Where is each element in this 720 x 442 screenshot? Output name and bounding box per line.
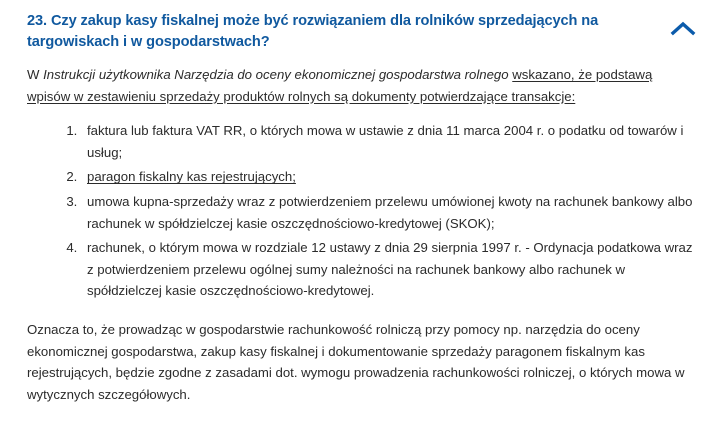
- faq-answer-body: [0, 64, 720, 405]
- list-item-text: umowa kupna-sprzedaży wraz z potwierdzeniem przelewu umówionej kwoty na rachunek bankowy albo rachunek w spółdzielczej kasie oszczędnościowo-kredytowej (SKOK);: [87, 193, 693, 231]
- intro-lead: W: [27, 67, 44, 82]
- chevron-up-icon: [670, 18, 696, 38]
- list-item: [81, 237, 701, 302]
- list-item-text: paragon fiskalny kas rejestrujących;: [87, 169, 296, 185]
- page-title: 23. Czy zakup kasy fiskalnej może być rozwiązaniem dla rolników sprzedających na targowiskach i w gospodarstwach?: [27, 13, 599, 50]
- documents-ordered-list: [27, 120, 701, 302]
- list-item: [81, 166, 701, 188]
- list-item-text: faktura lub faktura VAT RR, o których mowa w ustawie z dnia 11 marca 2004 r. o podatku od towarów i usług;: [87, 123, 684, 160]
- list-item: [81, 191, 701, 234]
- faq-header[interactable]: [0, 0, 720, 52]
- intro-paragraph: [27, 64, 697, 107]
- list-item-text: rachunek, o którym mowa w rozdziale 12 ustawy z dnia 29 sierpnia 1997 r. - Ordynacja podatkowa wraz z potwierdzeniem przelewu ogólnej sumy należności na rachunek bankowy albo rachunek w spółdzielczej kasie oszczędnościowo-kredytowej.: [87, 240, 693, 299]
- list-item: [81, 120, 701, 163]
- closing-paragraph: Oznacza to, że prowadząc w gospodarstwie rachunkowość rolniczą przy pomocy np. narzędzia do oceny ekonomicznej gospodarstwa, zakup kasy fiskalnej i dokumentowanie sprzedaży paragonem fiskalnym kas rejestrujących, będzie zgodne z zasadami dot. wymogu prowadzenia rachunkowości rolniczej, o których mowa w wytycznych szczegółowych.: [27, 321, 685, 402]
- intro-underlined-text: wskazano, że podstawą wpisów w zestawieniu sprzedaży produktów rolnych są dokumenty potwierdzające transakcje:: [27, 67, 653, 104]
- intro-source-title: Instrukcji użytkownika Narzędzia do oceny ekonomicznej gospodarstwa rolnego: [43, 67, 509, 82]
- accordion-toggle-button[interactable]: [670, 18, 696, 38]
